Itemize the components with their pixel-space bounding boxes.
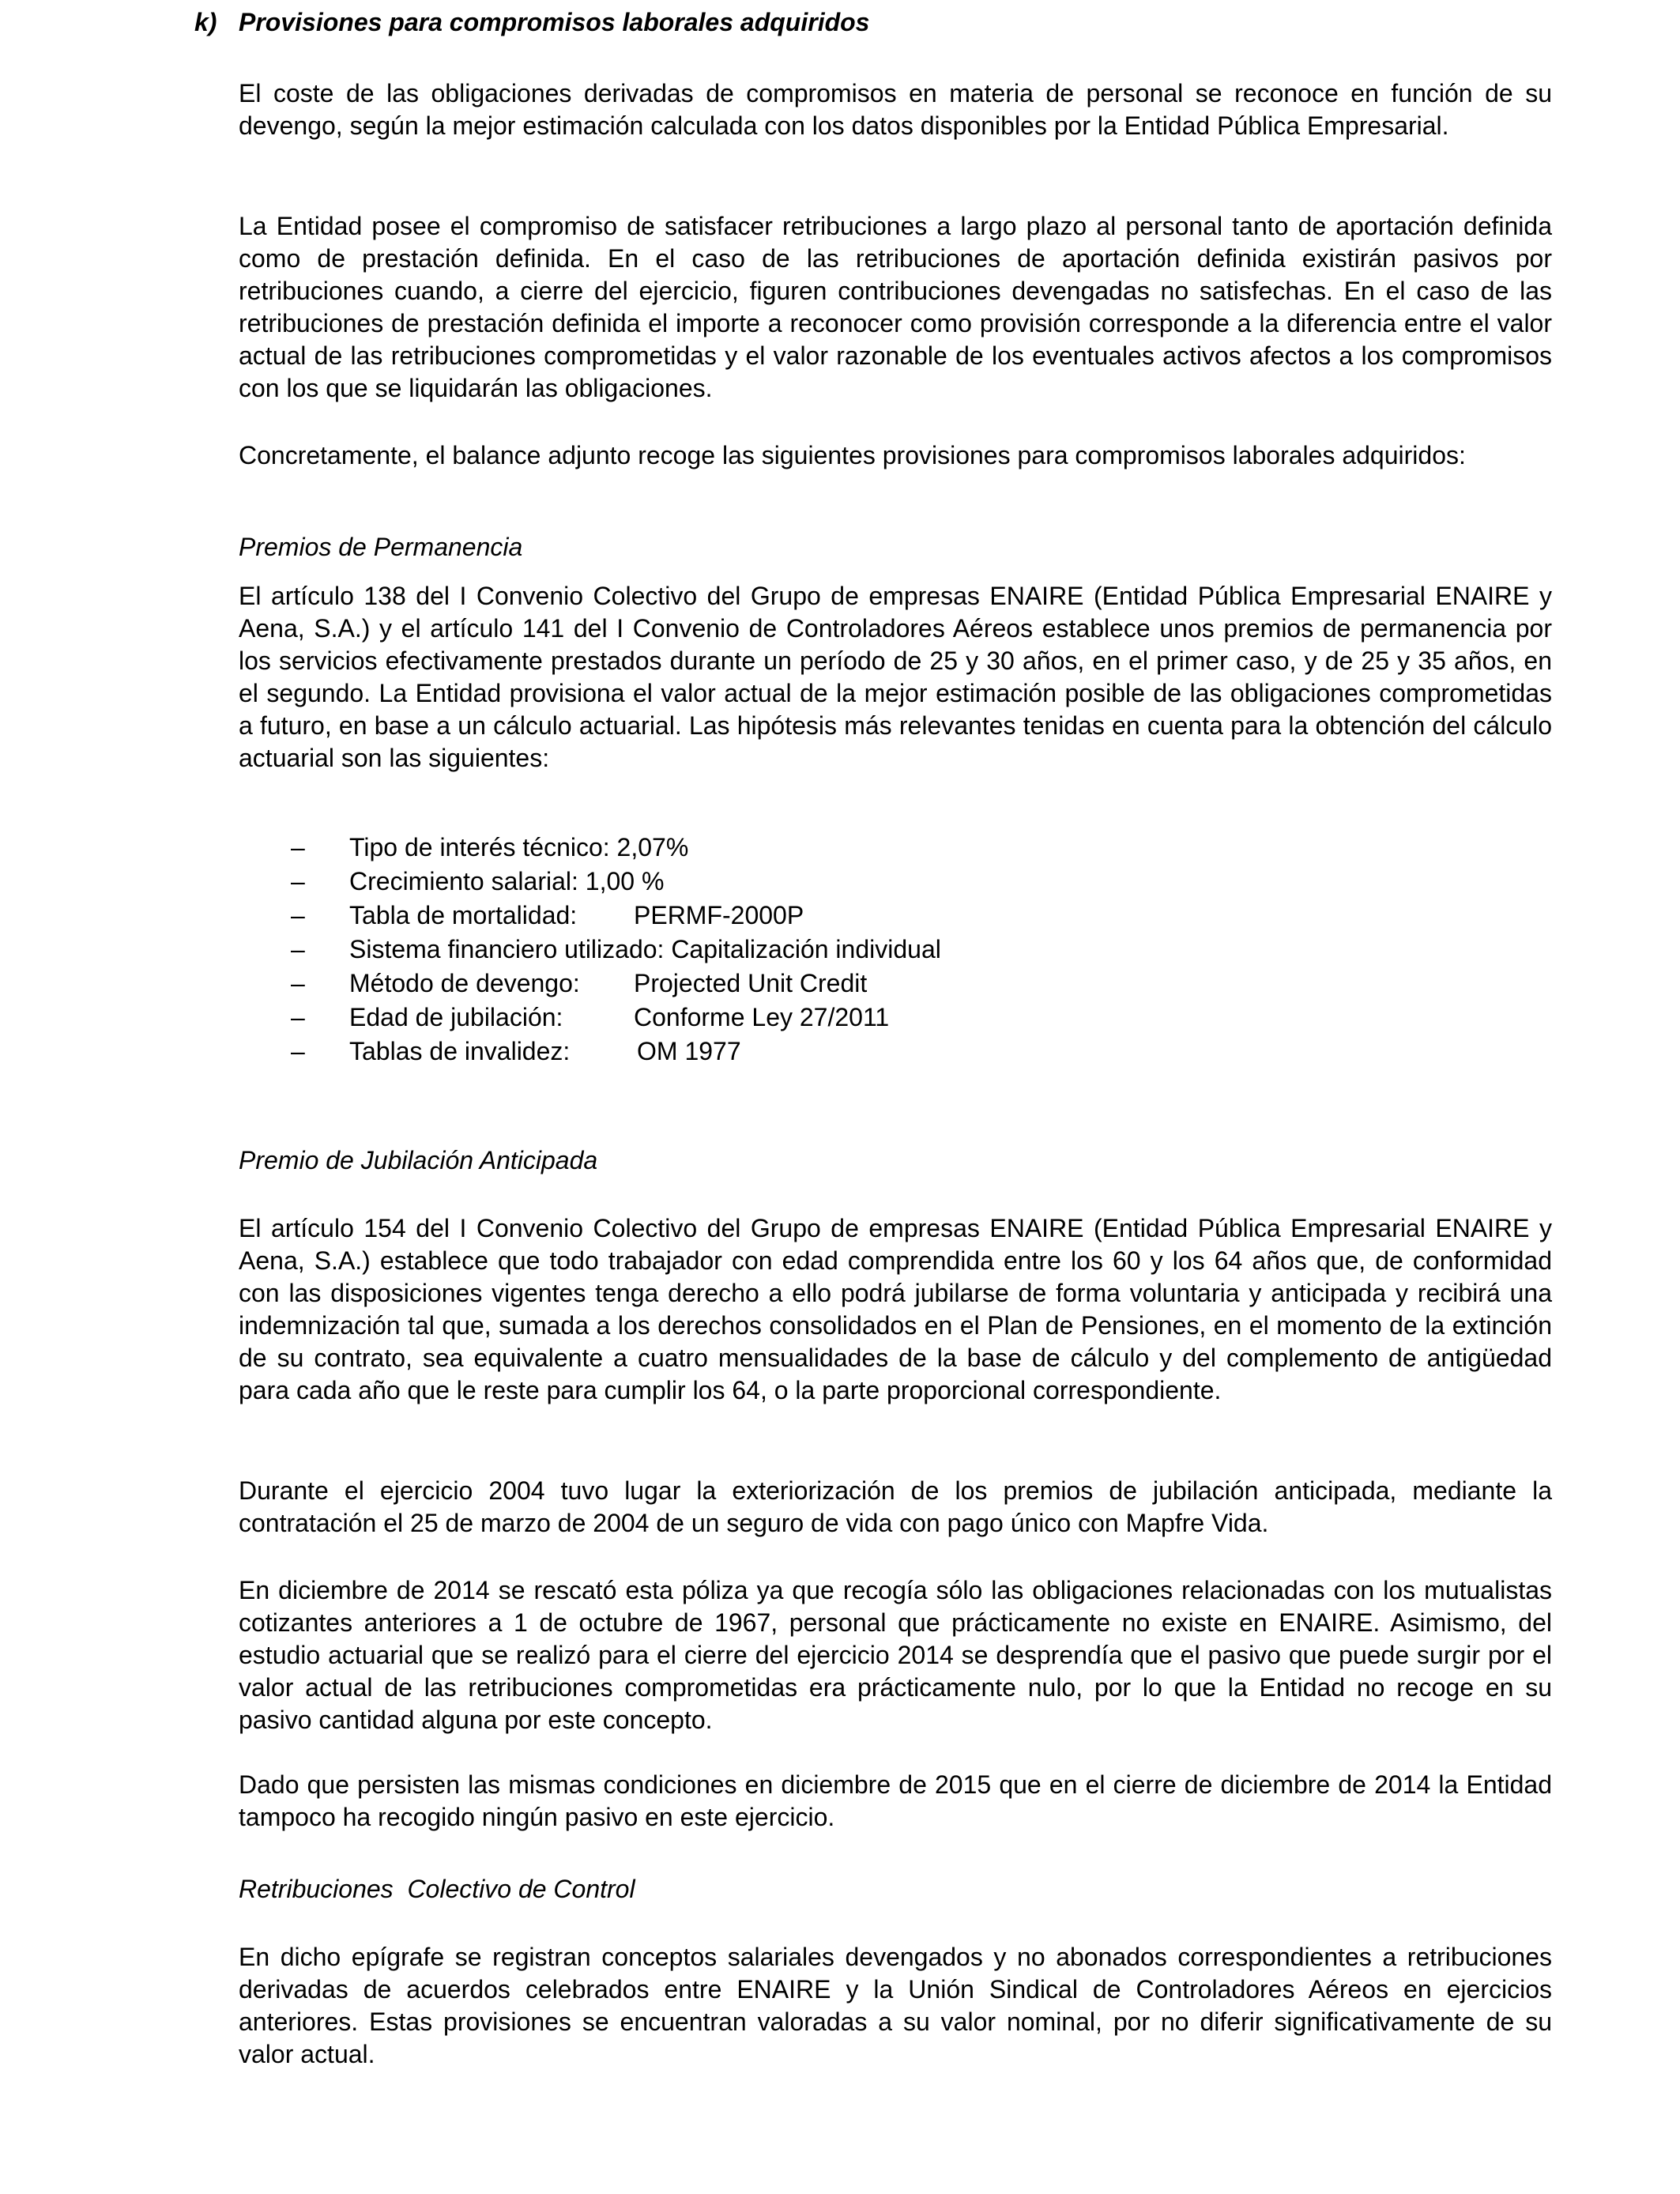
jubilacion-paragraph-4: Dado que persisten las mismas condiciones en diciembre de 2015 que en el cierre de diciembre de 2014 la Entidad tampoco ha recogido ningún pasivo en este ejercicio.: [239, 1770, 1552, 1831]
dash-bullet: –: [291, 1037, 305, 1065]
list-item: [239, 1035, 1552, 1069]
retribuciones-control-text: En dicho epígrafe se registran conceptos salariales devengados y no abonados correspondientes a retribuciones derivadas de acuerdos celebrados entre ENAIRE y la Unión Sindical de Controladores Aéreos en ejercicios anteriores. Estas provisiones se encuentran valoradas a su valor nominal, por no diferir significativamente de su valor actual.: [239, 1943, 1552, 2068]
dash-bullet: –: [291, 935, 305, 963]
list-item: [239, 933, 1552, 967]
section-letter: k): [194, 8, 217, 36]
section-title: Provisiones para compromisos laborales adquiridos: [239, 8, 870, 36]
intro-paragraph-3: Concretamente, el balance adjunto recoge las siguientes provisiones para compromisos laborales adquiridos:: [239, 441, 1466, 469]
hypothesis-label: Sistema financiero utilizado: Capitalización individual: [349, 935, 941, 963]
hypothesis-label: Crecimiento salarial: 1,00 %: [349, 867, 665, 895]
jubilacion-anticipada-title: Premio de Jubilación Anticipada: [239, 1146, 598, 1174]
retribuciones-control-title: Retribuciones Colectivo de Control: [239, 1875, 635, 1903]
section-heading: [194, 6, 869, 39]
dash-bullet: –: [291, 901, 305, 929]
jubilacion-paragraph-2: Durante el ejercicio 2004 tuvo lugar la exteriorización de los premios de jubilación anticipada, mediante la contratación el 25 de marzo de 2004 de un seguro de vida con pago único con Mapfre Vida.: [239, 1476, 1552, 1537]
list-item: [239, 899, 1552, 933]
premios-permanencia-text: El artículo 138 del I Convenio Colectivo del Grupo de empresas ENAIRE (Entidad Pública Empresarial ENAIRE y Aena, S.A.) y el artículo 141 del I Convenio de Controladores Aéreos establece unos premios de permanencia por los servicios efectivamente prestados durante un período de 25 y 30 años, en el primer caso, y de 25 y 35 años, en el segundo. La Entidad provisiona el valor actual de la mejor estimación posible de las obligaciones comprometidas a futuro, en base a un cálculo actuarial. Las hipótesis más relevantes tenidas en cuenta para la obtención del cálculo actuarial son las siguientes:: [239, 582, 1552, 772]
intro-paragraph-2: La Entidad posee el compromiso de satisfacer retribuciones a largo plazo al personal tanto de aportación definida como de prestación definida. En el caso de las retribuciones de aportación definida existirán pasivos por retribuciones cuando, a cierre del ejercicio, figuren contribuciones devengadas no satisfechas. En el caso de las retribuciones de prestación definida el importe a reconocer como provisión corresponde a la diferencia entre el valor actual de las retribuciones comprometidas y el valor razonable de los eventuales activos afectos a los compromisos con los que se liquidarán las obligaciones.: [239, 212, 1552, 402]
list-item: [239, 1001, 1552, 1035]
dash-bullet: –: [291, 969, 305, 997]
dash-bullet: –: [291, 1003, 305, 1031]
hypothesis-label: Tablas de invalidez:: [349, 1037, 571, 1065]
premios-permanencia-title: Premios de Permanencia: [239, 533, 523, 561]
hypothesis-value: PERMF-2000P: [634, 901, 804, 929]
hypotheses-list: [239, 831, 1552, 1069]
list-item: [239, 831, 1552, 865]
hypothesis-label: Tipo de interés técnico: 2,07%: [349, 833, 689, 861]
dash-bullet: –: [291, 833, 305, 861]
hypothesis-label: Método de devengo:: [349, 969, 580, 997]
intro-paragraph-1: El coste de las obligaciones derivadas de compromisos en materia de personal se reconoce en función de su devengo, según la mejor estimación calculada con los datos disponibles por la Entidad Pública Empresarial.: [239, 79, 1552, 140]
list-item: [239, 865, 1552, 899]
list-item: [239, 967, 1552, 1001]
hypothesis-label: Tabla de mortalidad:: [349, 901, 578, 929]
hypothesis-value: Conforme Ley 27/2011: [634, 1003, 890, 1031]
hypothesis-label: Edad de jubilación:: [349, 1003, 563, 1031]
jubilacion-paragraph-3: En diciembre de 2014 se rescató esta póliza ya que recogía sólo las obligaciones relacionadas con los mutualistas cotizantes anteriores a 1 de octubre de 1967, personal que prácticamente no existe en ENAIRE. Asimismo, del estudio actuarial que se realizó para el cierre del ejercicio 2014 se desprendía que el pasivo que puede surgir por el valor actual de las retribuciones comprometidas era prácticamente nulo, por lo que la Entidad no recoge en su pasivo cantidad alguna por este concepto.: [239, 1576, 1552, 1734]
jubilacion-paragraph-1: El artículo 154 del I Convenio Colectivo del Grupo de empresas ENAIRE (Entidad Pública Empresarial ENAIRE y Aena, S.A.) establece que todo trabajador con edad comprendida entre los 60 y los 64 años que, de conformidad con las disposiciones vigentes tenga derecho a ello podrá jubilarse de forma voluntaria y anticipada y recibirá una indemnización tal que, sumada a los derechos consolidados en el Plan de Pensiones, en el momento de la extinción de su contrato, sea equivalente a cuatro mensualidades de la base de cálculo y del complemento de antigüedad para cada año que le reste para cumplir los 64, o la parte proporcional correspondiente.: [239, 1214, 1552, 1404]
hypothesis-value: Projected Unit Credit: [634, 969, 868, 997]
dash-bullet: –: [291, 867, 305, 895]
hypothesis-value: OM 1977: [637, 1037, 741, 1065]
